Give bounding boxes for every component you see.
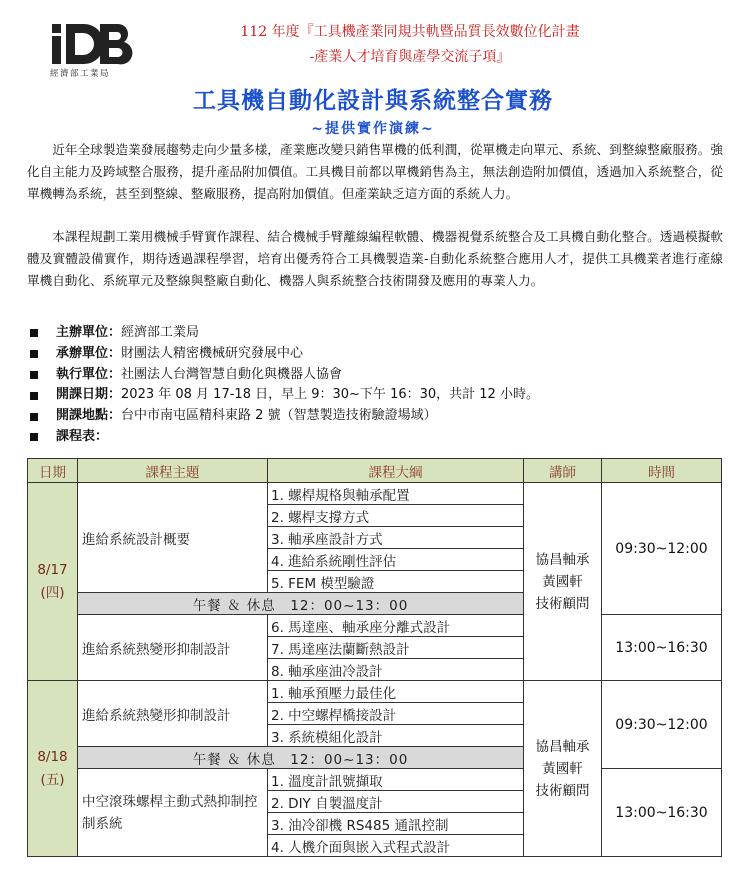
outline-item: 1. 溫度計訊號擷取 xyxy=(268,769,524,791)
day2-pm-topic: 中空滾珠螺桿主動式熱抑制控制系統 xyxy=(78,769,268,857)
day2-am-time: 09:30~12:00 xyxy=(602,681,722,769)
bullet-square-icon xyxy=(30,371,38,379)
day2-lunch-break: 午餐 ＆ 休息 12：00~13：00 xyxy=(78,747,524,769)
day1-pm-topic: 進給系統熱變形抑制設計 xyxy=(78,615,268,681)
outline-item: 3. 油冷卻機 RS485 通訊控制 xyxy=(268,813,524,835)
header-date: 日期 xyxy=(28,459,78,483)
outline-item: 7. 馬達座法蘭斷熱設計 xyxy=(268,637,524,659)
outline-item: 1. 螺桿規格與軸承配置 xyxy=(268,483,524,505)
outline-item: 2. 中空螺桿橋接設計 xyxy=(268,703,524,725)
outline-item: 8. 軸承座油冷設計 xyxy=(268,659,524,681)
info-undertaker: 承辦單位 ： 財團法人精密機械研究發展中心 xyxy=(27,344,727,365)
table-row xyxy=(28,483,722,505)
outline-item: 2. DIY 自製溫度計 xyxy=(268,791,524,813)
day2-pm-time: 13:00~16:30 xyxy=(602,769,722,857)
day1-lunch-break: 午餐 ＆ 休息 12：00~13：00 xyxy=(78,593,524,615)
outline-item: 3. 系統模組化設計 xyxy=(268,725,524,747)
course-plan-paragraph: 本課程規劃工業用機械手臂實作課程、結合機械手臂離線編程軟體、機器視覺系統整合及工具機自動化整合。透過模擬軟體及實體設備實作，期待透過課程學習，培育出優秀符合工具機製造業-自動化系統整合應用人才，提供工具機業者進行產線單機自動化、系統單元及整線與整廠自動化、機器人與系統整合技術開發及應用的專業人力。 xyxy=(27,229,723,288)
course-title: 工具機自動化設計與系統整合實務 xyxy=(193,88,553,114)
day2-am-topic: 進給系統熱變形抑制設計 xyxy=(78,681,268,747)
header-topic: 課程主題 xyxy=(78,459,268,483)
intro-paragraph: 近年全球製造業發展趨勢走向少量多樣，產業應改變只銷售單機的低利潤，從單機走向單元、系統、到整線整廠服務。強化自主能力及跨域整合服務，提升產品附加價值。工具機目前都以單機銷售為主，無法創造附加價值，透過加入系統整合，從單機轉為系統，甚至到整線、整廠服務，提高附加價值。但產業缺乏這方面的系統人力。 xyxy=(27,142,723,201)
table-row xyxy=(28,769,722,791)
outline-item: 1. 軸承預壓力最佳化 xyxy=(268,681,524,703)
info-location: 開課地點 ： 台中市南屯區精科東路 2 號（智慧製造技術驗證場域） xyxy=(27,406,727,427)
bullet-square-icon xyxy=(30,413,38,421)
header-time: 時間 xyxy=(602,459,722,483)
day2-teacher: 協昌軸承 黃國軒 技術顧問 xyxy=(524,681,602,857)
logo-caption: 經濟部工業局 xyxy=(50,69,111,79)
outline-item: 5. FEM 模型驗證 xyxy=(268,571,524,593)
outline-item: 2. 螺桿支撐方式 xyxy=(268,505,524,527)
bullet-square-icon xyxy=(30,392,38,400)
outline-item: 3. 軸承座設計方式 xyxy=(268,527,524,549)
info-schedule-label: 課程表 ： xyxy=(27,427,727,448)
header-outline: 課程大綱 xyxy=(268,459,524,483)
day1-pm-time: 13:00~16:30 xyxy=(602,615,722,681)
info-organizer: 主辦單位 ： 經濟部工業局 xyxy=(27,323,727,344)
idb-logo-mark xyxy=(50,22,134,66)
info-executor: 執行單位 ： 社團法人台灣智慧自動化與機器人協會 xyxy=(27,365,727,386)
program-header-line2: -產業人才培育與產學交流子項』 xyxy=(309,49,511,65)
table-row xyxy=(28,615,722,637)
outline-item: 4. 進給系統剛性評估 xyxy=(268,549,524,571)
day1-am-time: 09:30~12:00 xyxy=(602,483,722,615)
info-date: 開課日期 ： 2023 年 08 月 17-18 日，早上 9：30~下午 16：30，共計 12 小時。 xyxy=(27,385,727,406)
course-info-list xyxy=(27,323,727,448)
bullet-square-icon xyxy=(30,433,38,441)
outline-item: 6. 馬達座、軸承座分離式設計 xyxy=(268,615,524,637)
day1-teacher: 協昌軸承 黃國軒 技術顧問 xyxy=(524,483,602,681)
day2-date-cell: 8/18 (五) xyxy=(28,681,78,857)
bullet-square-icon xyxy=(30,329,38,337)
table-header-row xyxy=(28,459,722,483)
program-header-line1: 112 年度『工具機產業同規共軌暨品質長效數位化計畫 xyxy=(240,24,580,40)
outline-item: 4. 人機介面與嵌入式程式設計 xyxy=(268,835,524,857)
header-teacher: 講師 xyxy=(524,459,602,483)
day1-am-topic: 進給系統設計概要 xyxy=(78,483,268,593)
table-row xyxy=(28,681,722,703)
day1-date-cell: 8/17 (四) xyxy=(28,483,78,681)
course-subtitle: ~提供實作演練~ xyxy=(311,121,435,137)
bullet-square-icon xyxy=(30,350,38,358)
schedule-table xyxy=(27,458,722,857)
